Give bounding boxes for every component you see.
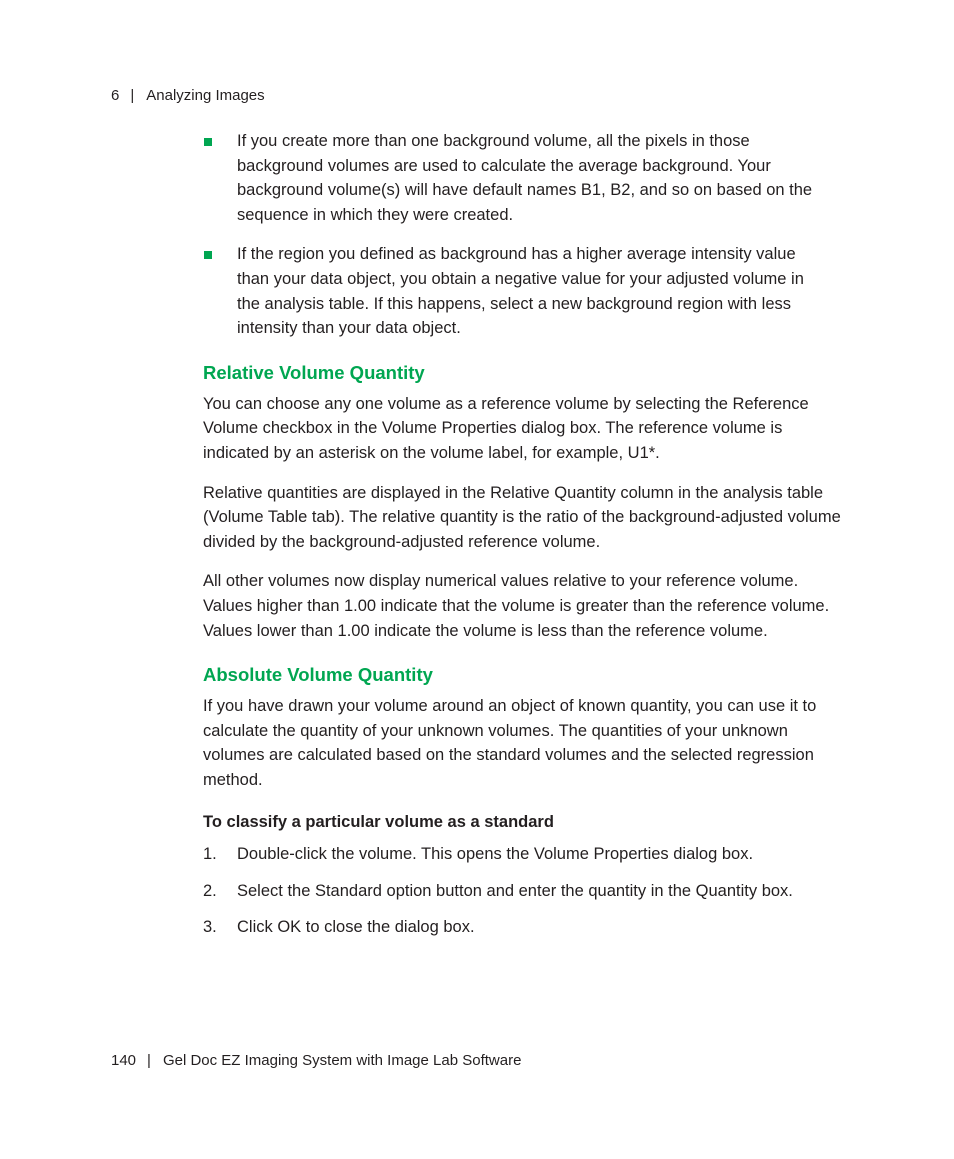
step-number: 2.: [203, 881, 217, 900]
header-chapter-title: Analyzing Images: [146, 87, 265, 104]
header-page-ref: 6: [111, 87, 120, 104]
procedure-step: [203, 842, 843, 867]
footer-separator: |: [147, 1052, 151, 1069]
relative-volume-heading: Relative Volume Quantity: [203, 361, 425, 383]
list-item: [203, 129, 843, 227]
procedure-steps: [203, 842, 843, 939]
footer-page-number: 140: [111, 1052, 137, 1069]
relative-paragraph: Relative quantities are displayed in the Relative Quantity column in the analysis table (Volume Table tab). The relative quantity is the ratio of the background-adjusted volume divided by the background-adjusted reference volume.: [203, 483, 841, 551]
list-item: [203, 242, 843, 340]
procedure-step: [203, 915, 843, 940]
relative-paragraph: You can choose any one volume as a reference volume by selecting the Reference Volume checkbox in the Volume Properties dialog box. The reference volume is indicated by an asterisk on the volume label, for example, U1*.: [203, 394, 809, 462]
running-footer: [111, 1052, 521, 1070]
step-number: 3.: [203, 917, 217, 936]
page-content: [203, 129, 843, 951]
running-header: [111, 87, 265, 105]
relative-paragraph: All other volumes now display numerical values relative to your reference volume. Values higher than 1.00 indicate that the volume is greater than the reference volume. Values lower than 1.00 indicate the volume is less than the reference volume.: [203, 572, 830, 640]
square-bullet-icon: [204, 138, 212, 146]
footer-document-title: Gel Doc EZ Imaging System with Image Lab Software: [162, 1052, 522, 1069]
header-separator: |: [130, 87, 135, 104]
square-bullet-icon: [204, 251, 212, 259]
step-text: Double-click the volume. This opens the Volume Properties dialog box.: [237, 845, 754, 864]
absolute-volume-heading: Absolute Volume Quantity: [203, 664, 433, 686]
procedure-step: [203, 879, 843, 904]
step-text: Select the Standard option button and enter the quantity in the Quantity box.: [237, 881, 793, 900]
bullet-list: [203, 129, 843, 341]
bullet-text: If you create more than one background volume, all the pixels in those background volumes are used to calculate the average background. Your background volume(s) will have default names B1, B2, and so on based on the sequence in which they were created.: [237, 132, 813, 224]
procedure-heading: To classify a particular volume as a standard: [203, 813, 554, 832]
step-number: 1.: [203, 845, 217, 864]
absolute-paragraph: If you have drawn your volume around an object of known quantity, you can use it to calculate the quantity of your unknown volumes. The quantities of your unknown volumes are calculated based on the standard volumes and the selected regression method.: [203, 697, 817, 789]
bullet-text: If the region you defined as background has a higher average intensity value than your data object, you obtain a negative value for your adjusted volume in the analysis table. If this happens, select a new background region with less intensity than your data object.: [237, 245, 804, 338]
step-text: Click OK to close the dialog box.: [237, 917, 475, 936]
